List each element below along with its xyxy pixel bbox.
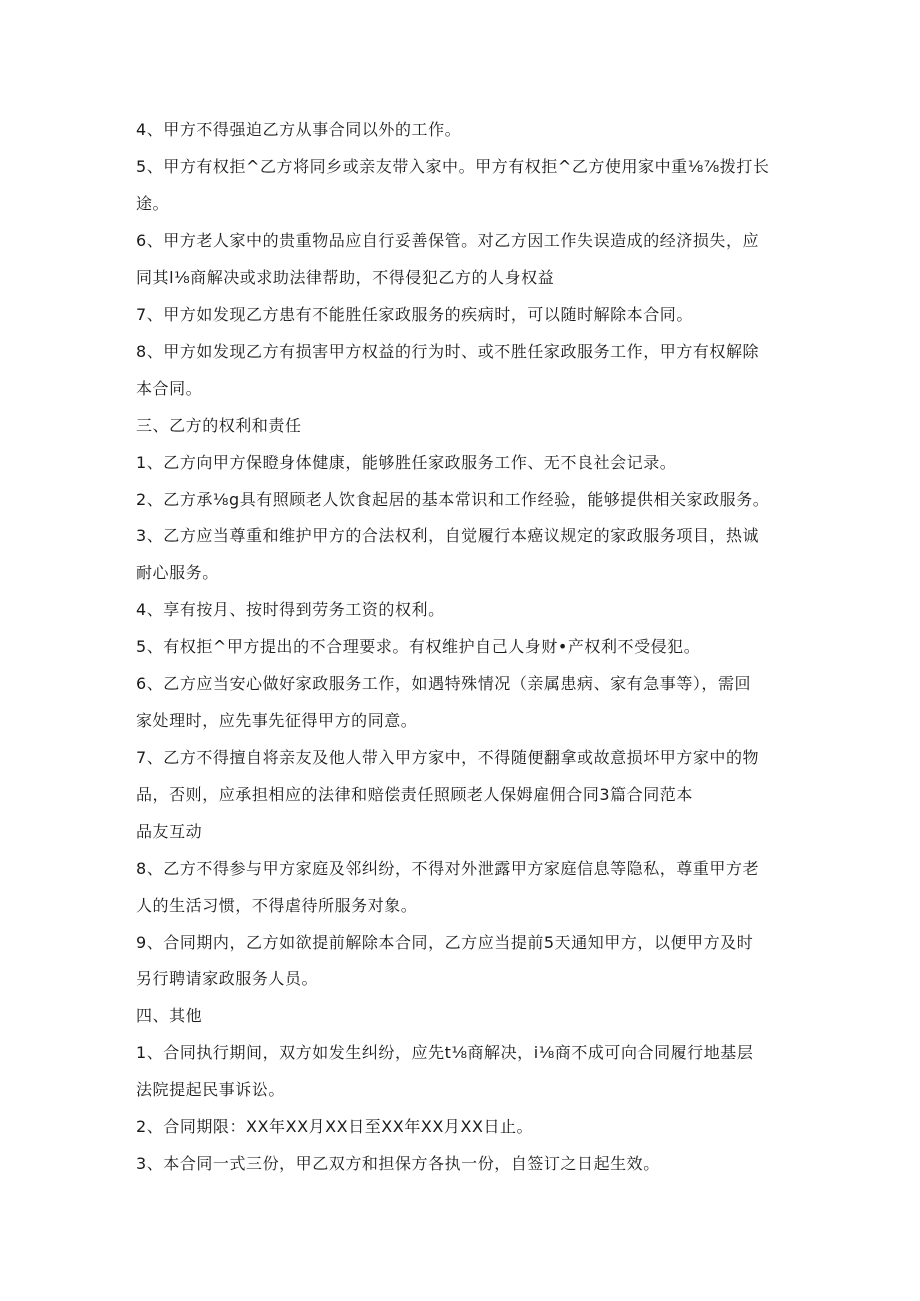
text-line: 家处理时，应先事先征得甲方的同意。 (136, 711, 418, 730)
text-line: 7、乙方不得擅自将亲友及他人带入甲方家中，不得随便翻拿或故意损坏甲方家中的物 (136, 748, 760, 767)
text-line: 同其l⅛商解决或求助法律帮助，不得侵犯乙方的人身权益 (136, 268, 555, 287)
text-line: 途。 (136, 194, 170, 213)
text-line: 7、甲方如发现乙方患有不能胜任家政服务的疾病时，可以随时解除本合同。 (136, 305, 693, 324)
text-line: 人的生活习惯，不得虐待所服务对象。 (136, 896, 418, 915)
text-line: 5、有权拒^甲方提出的不合理要求。有权维护自己人身财•产权利不受侵犯。 (136, 637, 701, 656)
text-line: 8、甲方如发现乙方有损害甲方权益的行为时、或不胜任家政服务工作，甲方有权解除 (136, 342, 760, 361)
text-line: 6、乙方应当安心做好家政服务工作，如遇特殊情况（亲属患病、家有急事等），需回 (136, 674, 752, 693)
text-line: 5、甲方有权拒^乙方将同乡或亲友带入家中。甲方有权拒^乙方使用家中重⅛⅞拨打长 (136, 157, 770, 176)
text-line: 1、乙方向甲方保瞪身体健康，能够胜任家政服务工作、无不良社会记录。 (136, 453, 677, 472)
text-line: 另行聘请家政服务人员。 (136, 969, 319, 988)
text-line: 6、甲方老人家中的贵重物品应自行妥善保管。对乙方因工作失误造成的经济损失，应 (136, 231, 760, 250)
section-heading: 四、其他 (136, 1006, 203, 1025)
text-line: 2、合同期限：XX年XX月XX日至XX年XX月XX日止。 (136, 1117, 534, 1136)
text-line: 1、合同执行期间，双方如发生纠纷，应先t⅛商解决，i⅛商不成可向合同履行地基层 (136, 1043, 754, 1062)
section-heading: 三、乙方的权利和责任 (136, 416, 302, 435)
text-line: 3、乙方应当尊重和维护甲方的合法权利，自觉履行本癌议规定的家政服务项目，热诚 (136, 526, 760, 545)
text-line: 4、甲方不得强迫乙方从事合同以外的工作。 (136, 120, 462, 139)
text-line: 8、乙方不得参与甲方家庭及邻纠纷，不得对外泄露甲方家庭信息等隐私，尊重甲方老 (136, 859, 760, 878)
text-line: 品，否则，应承担相应的法律和赔偿责任照顾老人保姆雇佣合同3篇合同范本 (136, 785, 693, 804)
text-line: 品友互动 (136, 822, 203, 841)
text-line: 耐心服务。 (136, 563, 219, 582)
text-line: 本合同。 (136, 379, 203, 398)
text-line: 9、合同期内，乙方如欲提前解除本合同，乙方应当提前5天通知甲方，以便甲方及时 (136, 933, 754, 952)
text-line: 法院提起民事诉讼。 (136, 1080, 285, 1099)
text-line: 2、乙方承⅛g具有照顾老人饮食起居的基本常识和工作经验，能够提供相关家政服务。 (136, 490, 770, 509)
text-line: 3、本合同一式三份，甲乙双方和担保方各执一份，自签订之日起生效。 (136, 1154, 660, 1173)
text-line: 4、享有按月、按时得到劳务工资的权利。 (136, 600, 445, 619)
